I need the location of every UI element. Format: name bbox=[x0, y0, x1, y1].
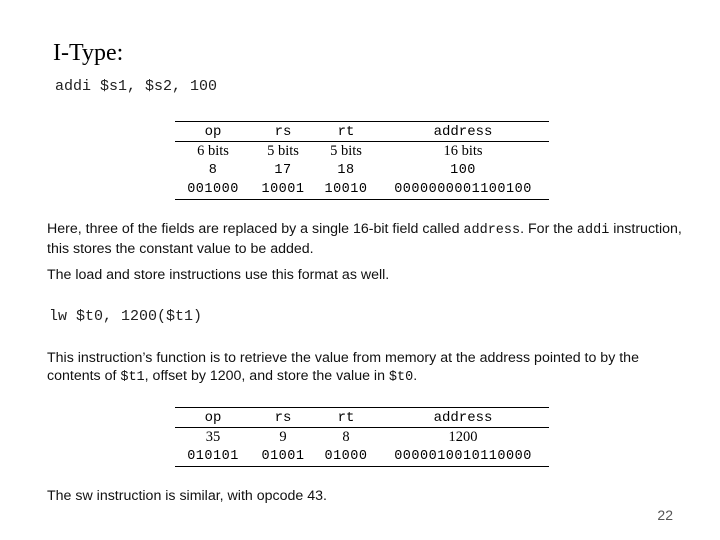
table-cell: 10010 bbox=[315, 180, 377, 200]
paragraph-load-store: The load and store instructions use this format as well. bbox=[47, 267, 390, 283]
header-rt: rt bbox=[315, 408, 377, 428]
table-cell: 8 bbox=[342, 429, 350, 445]
paragraph-sw-instruction: The sw instruction is similar, with opcode 43. bbox=[47, 488, 327, 504]
paragraph-text: instruction, this stores the constant value to be added. bbox=[47, 221, 682, 257]
slide-number: 22 bbox=[657, 507, 673, 523]
inline-code-addi: addi bbox=[576, 223, 610, 238]
header-op: op bbox=[175, 408, 251, 428]
paragraph-address-field bbox=[47, 220, 687, 258]
header-address: address bbox=[377, 408, 549, 428]
table-header-row bbox=[175, 408, 549, 428]
inline-code-address: address bbox=[463, 223, 521, 238]
paragraph-text: . For the bbox=[520, 221, 577, 237]
header-op: op bbox=[175, 122, 251, 142]
table-cell: 9 bbox=[279, 429, 287, 445]
table-cell: 100 bbox=[450, 163, 476, 178]
table-cell: 001000 bbox=[175, 180, 251, 200]
table-row bbox=[175, 161, 549, 180]
table-cell: 5 bits bbox=[330, 143, 362, 159]
instruction-format-table-lw bbox=[175, 407, 549, 467]
header-rs: rs bbox=[251, 122, 315, 142]
table-row bbox=[175, 428, 549, 448]
table-row bbox=[175, 447, 549, 467]
header-address: address bbox=[377, 122, 549, 142]
header-rt: rt bbox=[315, 122, 377, 142]
slide-title: I-Type: bbox=[53, 40, 124, 66]
table-cell: 8 bbox=[208, 163, 218, 178]
table-cell: 10001 bbox=[251, 180, 315, 200]
code-example-lw: lw $t0, 1200($t1) bbox=[49, 308, 203, 325]
paragraph-text: Here, three of the fields are replaced by a single 16-bit field called bbox=[47, 221, 464, 237]
paragraph-text: This instruction’s function is to retrieve the value from memory at the address pointed to by the contents of bbox=[47, 350, 639, 384]
inline-code-t0: $t0 bbox=[388, 370, 414, 385]
table-cell: 0000010010110000 bbox=[377, 447, 549, 467]
table-cell: 01001 bbox=[251, 447, 315, 467]
table-cell: 0000000001100100 bbox=[377, 180, 549, 200]
paragraph-lw-function bbox=[47, 349, 687, 387]
table-cell: 16 bits bbox=[443, 143, 483, 159]
instruction-format-table-addi bbox=[175, 121, 549, 200]
table-row bbox=[175, 180, 549, 200]
table-cell: 35 bbox=[205, 429, 221, 445]
table-cell: 17 bbox=[274, 163, 292, 178]
table-cell: 010101 bbox=[175, 447, 251, 467]
header-rs: rs bbox=[251, 408, 315, 428]
table-cell: 5 bits bbox=[267, 143, 299, 159]
table-cell: 1200 bbox=[448, 429, 478, 445]
inline-code-t1: $t1 bbox=[120, 370, 145, 385]
table-row bbox=[175, 142, 549, 162]
table-header-row bbox=[175, 122, 549, 142]
table-cell: 6 bits bbox=[197, 143, 229, 159]
table-cell: 18 bbox=[337, 163, 355, 178]
paragraph-text: . bbox=[413, 368, 418, 384]
paragraph-text: , offset by 1200, and store the value in bbox=[144, 368, 389, 384]
table-cell: 01000 bbox=[315, 447, 377, 467]
code-example-addi: addi $s1, $s2, 100 bbox=[55, 78, 218, 95]
